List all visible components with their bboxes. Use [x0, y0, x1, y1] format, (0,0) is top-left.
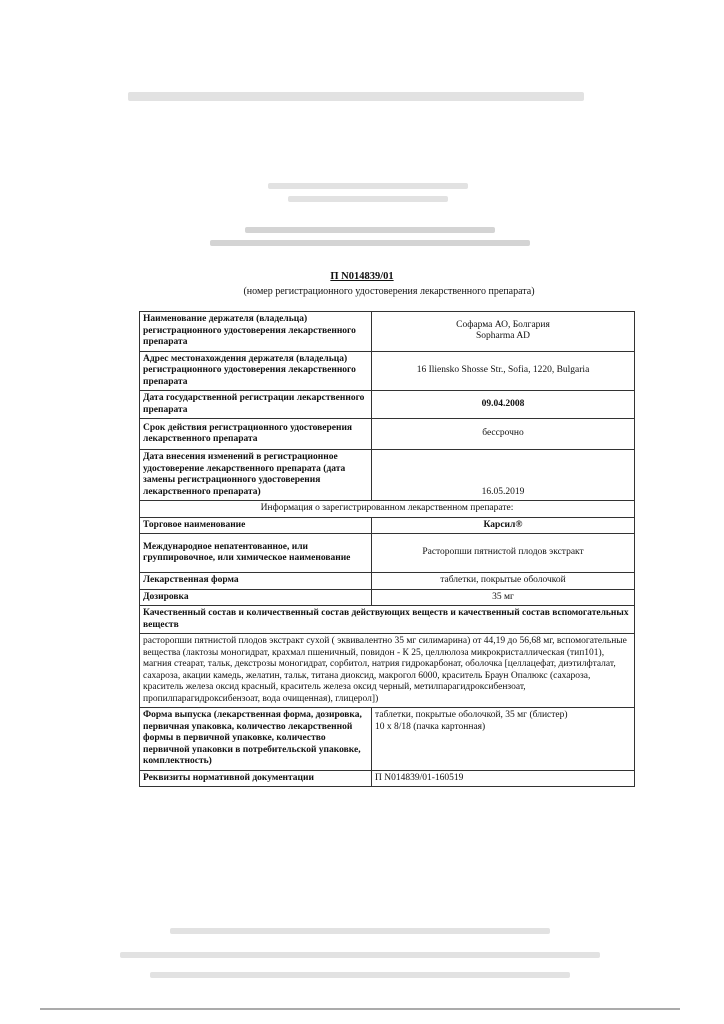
- form-label: Лекарственная форма: [140, 573, 372, 590]
- row-holder: [140, 312, 635, 352]
- row-reg-date: [140, 391, 635, 419]
- row-form: [140, 573, 635, 590]
- faint-footer-line-2: [120, 952, 600, 958]
- row-address: [140, 351, 635, 391]
- change-date-value: 16.05.2019: [372, 450, 635, 501]
- row-trade-name: [140, 517, 635, 534]
- info-header: Информация о зарегистрированном лекарственном препарате:: [140, 501, 635, 518]
- inn-value: Расторопши пятнистой плодов экстракт: [372, 534, 635, 573]
- trade-name-value: Карсил®: [372, 517, 635, 534]
- scan-bottom-edge: [40, 1008, 680, 1010]
- validity-value: бессрочно: [372, 419, 635, 450]
- faint-header-line-2: [268, 183, 468, 189]
- holder-label: Наименование держателя (владельца) регистрационного удостоверения лекарственного препарата: [140, 312, 372, 352]
- faint-header-line-1: [128, 92, 584, 101]
- row-info-header: [140, 501, 635, 518]
- registration-caption: (номер регистрационного удостоверения лекарственного препарата): [243, 286, 535, 297]
- validity-label: Срок действия регистрационного удостоверения лекарственного препарата: [140, 419, 372, 450]
- dosage-value: 35 мг: [372, 589, 635, 606]
- holder-value-line2: Sopharma AD: [475, 331, 531, 342]
- registration-table: [139, 311, 635, 787]
- faint-footer-line-3: [150, 972, 570, 978]
- registration-number: П N014839/01: [330, 271, 394, 282]
- faint-header-line-5: [210, 240, 530, 246]
- row-composition-header: [140, 606, 635, 634]
- row-composition-text: [140, 634, 635, 708]
- faint-header-line-4: [245, 227, 495, 233]
- holder-value-line1: Софарма АО, Болгария: [456, 319, 550, 330]
- dosage-label: Дозировка: [140, 589, 372, 606]
- row-validity: [140, 419, 635, 450]
- row-change-date: [140, 450, 635, 501]
- form-value: таблетки, покрытые оболочкой: [372, 573, 635, 590]
- inn-label: Международное непатентованное, или группировочное, или химическое наименование: [140, 534, 372, 573]
- row-packaging: [140, 708, 635, 771]
- packaging-value-line2: 10 х 8/18 (пачка картонная): [375, 721, 486, 732]
- trade-name-label: Торговое наименование: [140, 517, 372, 534]
- composition-text: расторопши пятнистой плодов экстракт сухой ( эквивалентно 35 мг силимарина) от 44,19 до 56,68 мг, вспомогательные вещества (лактозы моногидрат, крахмал пшеничный, повидон - К 25, целлюлоза микрокристаллическая (тип101), магния стеарат, тальк, декстрозы моногидрат, сорбитол, натрия гидрокарбонат, оболочка [целлацефат, диэтилфталат, сахароза, акации камедь, желатин, тальк, титана диоксид, макрогол 6000, краситель Браун Опалюкс (сахароза, краситель железа оксид красный, краситель железа оксид черный, метилпарагидроксибензоат, пропилпарагидроксибензоат, вода очищенная), глицерол]): [140, 634, 635, 708]
- normative-value: П N014839/01-160519: [372, 770, 635, 787]
- address-value: 16 Iliensko Shosse Str., Sofia, 1220, Bulgaria: [372, 351, 635, 391]
- faint-footer-line-1: [170, 928, 550, 934]
- address-label: Адрес местонахождения держателя (владельца) регистрационного удостоверения лекарственного препарата: [140, 351, 372, 391]
- row-inn: [140, 534, 635, 573]
- row-dosage: [140, 589, 635, 606]
- packaging-value: [372, 708, 635, 771]
- reg-date-label: Дата государственной регистрации лекарственного препарата: [140, 391, 372, 419]
- normative-label: Реквизиты нормативной документации: [140, 770, 372, 787]
- change-date-label: Дата внесения изменений в регистрационное удостоверение лекарственного препарата (дата замены регистрационного удостоверения лекарственного препарата): [140, 450, 372, 501]
- row-normative: [140, 770, 635, 787]
- faint-header-line-3: [288, 196, 448, 202]
- reg-date-value: 09.04.2008: [372, 391, 635, 419]
- composition-header: Качественный состав и количественный состав действующих веществ и качественный состав вспомогательных веществ: [140, 606, 635, 634]
- packaging-label: Форма выпуска (лекарственная форма, дозировка, первичная упаковка, количество лекарственной формы в первичной упаковке, количество первичной упаковки в потребительской упаковке, комплектность): [140, 708, 372, 771]
- packaging-value-line1: таблетки, покрытые оболочкой, 35 мг (блистер): [375, 710, 568, 720]
- holder-value: [372, 312, 635, 352]
